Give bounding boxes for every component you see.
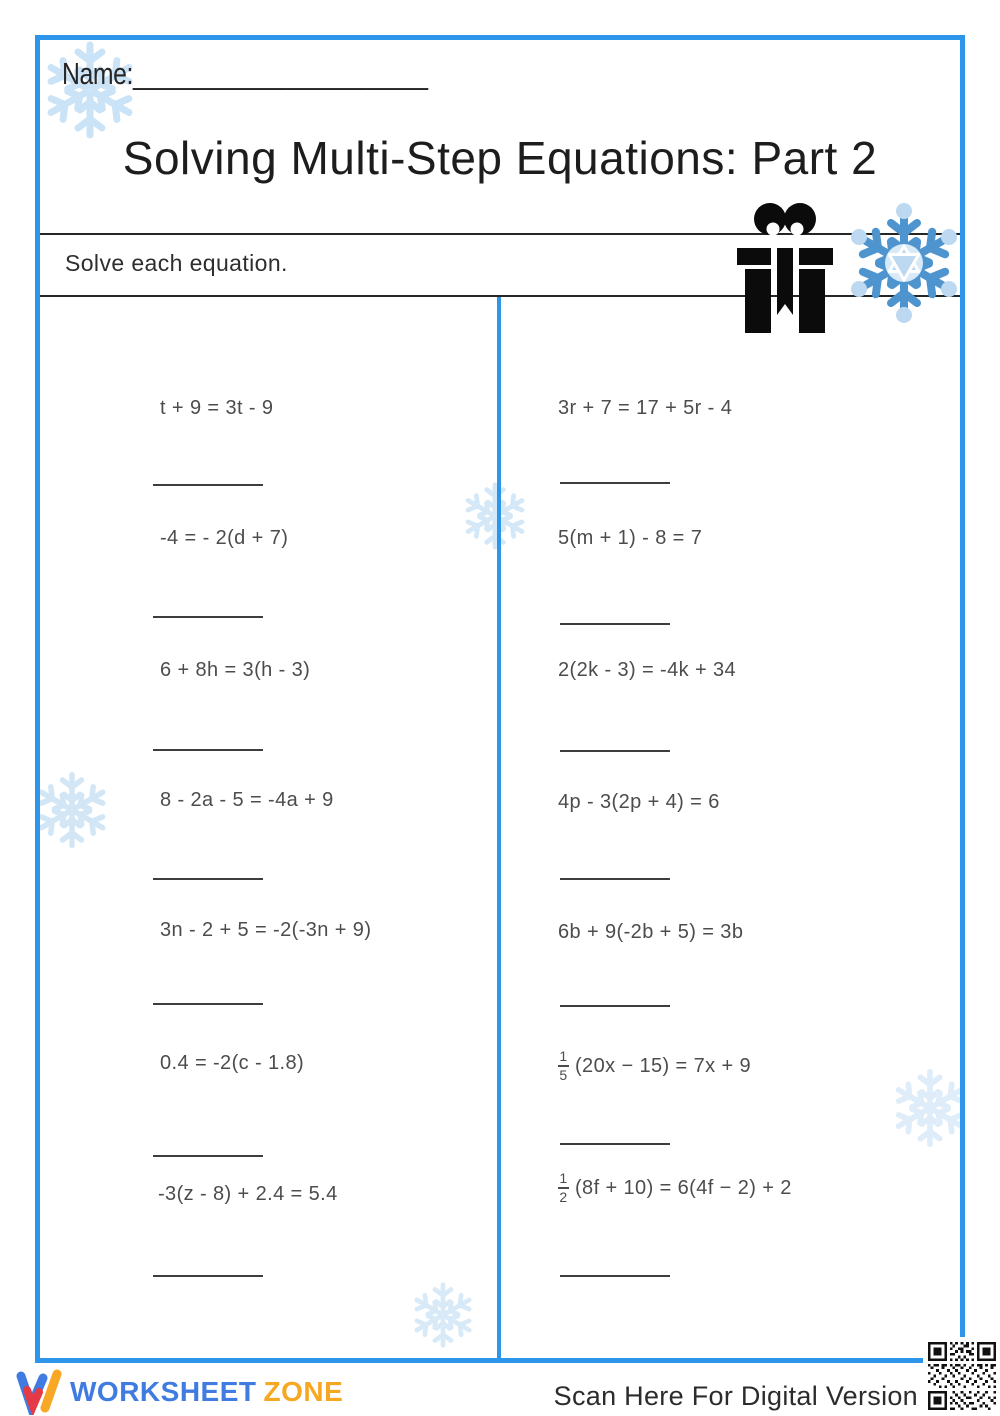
- equation-text: 8 - 2a - 5 = -4a + 9: [160, 788, 334, 811]
- equation-text: 3r + 7 = 17 + 5r - 4: [558, 396, 733, 419]
- snowflake-icon: [408, 1280, 478, 1350]
- equation-text: 6b + 9(-2b + 5) = 3b: [558, 920, 744, 943]
- answer-line: [153, 616, 263, 618]
- answer-line: [560, 623, 670, 625]
- name-label: Name:: [62, 56, 134, 91]
- name-line: ______________________: [133, 56, 428, 91]
- snowflake-icon: [31, 769, 113, 851]
- answer-line: [153, 749, 263, 751]
- snowflake-icon: [843, 202, 965, 324]
- answer-line: [153, 484, 263, 486]
- brand-worksheet: WORKSHEET: [70, 1376, 257, 1407]
- scan-label: Scan Here For Digital Version: [553, 1381, 918, 1411]
- equation-text: t + 9 = 3t - 9: [160, 396, 274, 419]
- name-field: [62, 56, 428, 92]
- equation-text: 3n - 2 + 5 = -2(-3n + 9): [160, 918, 372, 941]
- instruction-text: Solve each equation.: [65, 250, 288, 276]
- snowflake-icon: [459, 480, 531, 552]
- gift-icon: [737, 203, 833, 335]
- answer-line: [560, 878, 670, 880]
- fraction: $\frac{1}{2}$: [559, 1170, 568, 1205]
- equation-text: -4 = - 2(d + 7): [160, 526, 289, 549]
- answer-line: [560, 1143, 670, 1145]
- equation-text: 6 + 8h = 3(h - 3): [160, 658, 311, 681]
- page-title: Solving Multi-Step Equations: Part 2: [122, 132, 878, 184]
- qr-code: [923, 1337, 1000, 1415]
- column-divider: [497, 297, 501, 1358]
- equation-text: 2(2k - 3) = -4k + 34: [558, 658, 737, 681]
- answer-line: [560, 1005, 670, 1007]
- equation-text: $\frac{1}{5}$ (20x − 15) = 7x + 9: [559, 1048, 752, 1083]
- equation-text: 5(m + 1) - 8 = 7: [558, 526, 703, 549]
- answer-line: [560, 750, 670, 752]
- worksheet-zone-logo: [16, 1367, 64, 1415]
- equation-text: $\frac{1}{2}$ (8f + 10) = 6(4f − 2) + 2: [559, 1170, 792, 1205]
- equation-text: 0.4 = -2(c - 1.8): [160, 1051, 305, 1074]
- qr-code-pattern: [928, 1342, 996, 1410]
- snowflake-icon: [888, 1066, 972, 1150]
- brand-zone: ZONE: [263, 1376, 344, 1407]
- brand-name: [70, 1376, 343, 1408]
- equation-text: -3(z - 8) + 2.4 = 5.4: [158, 1182, 338, 1205]
- fraction: $\frac{1}{5}$: [559, 1048, 568, 1083]
- answer-line: [153, 878, 263, 880]
- answer-line: [153, 1275, 263, 1277]
- answer-line: [153, 1155, 263, 1157]
- answer-line: [560, 482, 670, 484]
- equation-text: 4p - 3(2p + 4) = 6: [558, 790, 720, 813]
- answer-line: [560, 1275, 670, 1277]
- answer-line: [153, 1003, 263, 1005]
